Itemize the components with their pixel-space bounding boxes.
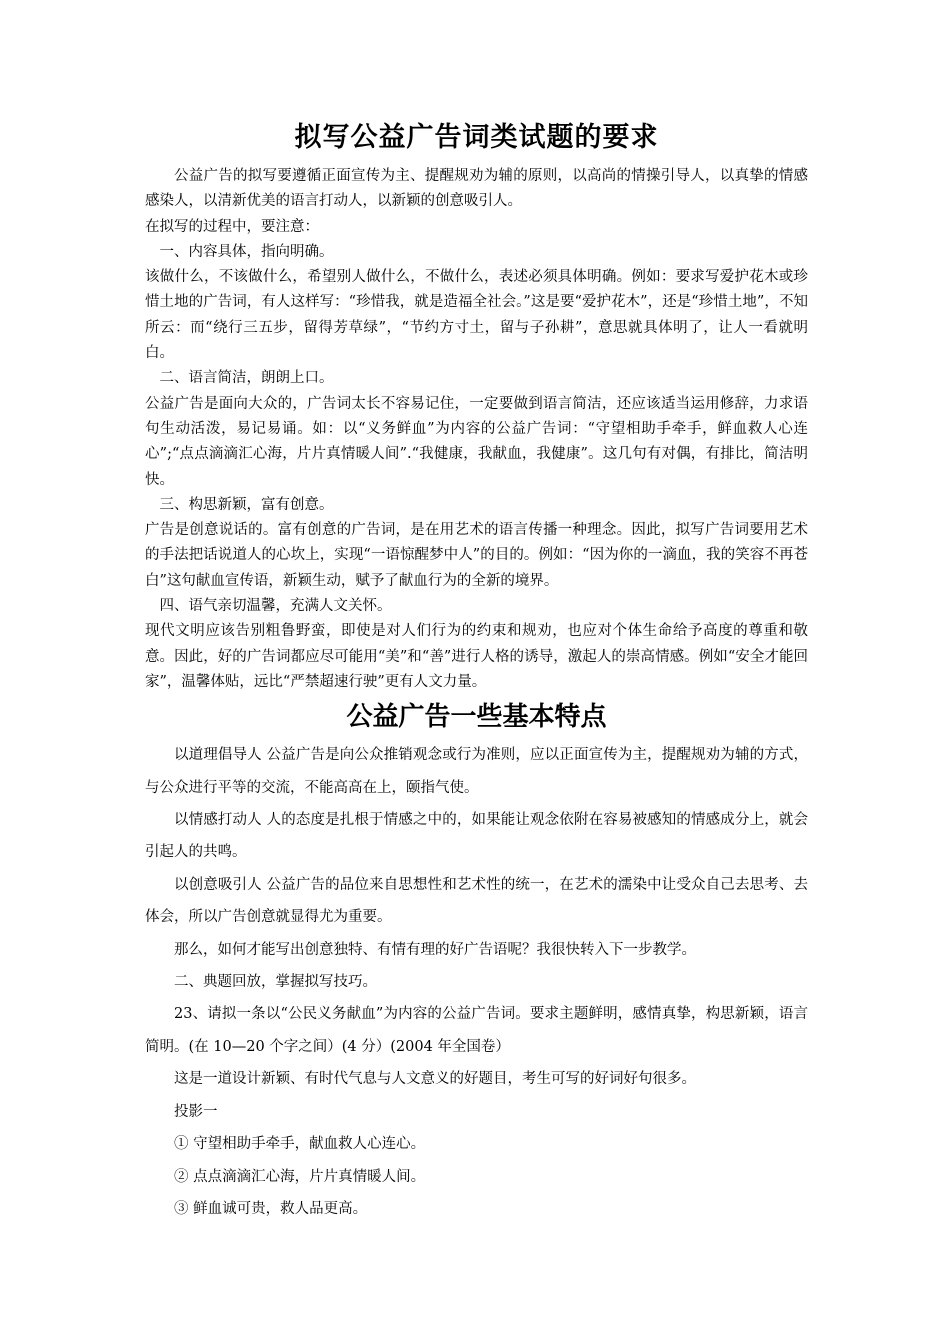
feature-paragraph-1: 以道理倡导人 公益广告是向公众推销观念或行为准则，应以正面宣传为主，提醒规劝为辅的方式，与公众进行平等的交流，不能高高在上，颐指气使。 (145, 747, 808, 796)
projection-label: 投影一 (174, 1103, 218, 1120)
document-page (145, 118, 808, 1225)
section-title: 公益广告一些基本特点 (346, 702, 607, 733)
features-section (145, 739, 808, 1225)
feature-paragraph-2: 以情感打动人 人的态度是扎根于情感之中的，如果能让观念依附在容易被感知的情感成分上，就会引起人的共鸣。 (145, 812, 808, 861)
intro-paragraph: 公益广告的拟写要遵循正面宣传为主、提醒规劝为辅的原则，以高尚的情操引导人，以真挚的情感感染人，以清新优美的语言打动人，以新颖的创意吸引人。 (145, 168, 808, 210)
paragraph-point-1: 该做什么，不该做什么，希望别人做什么，不做什么，表述必须具体明确。例如：要求写爱护花木或珍惜土地的广告词，有人这样写：“珍惜我，就是造福全社会。”这是要“爱护花木”，还是“珍惜土地”，不知所云：而“绕行三五步，留得芳草绿”，“节约方寸土，留与子孙耕”，意思就具体明了，让人一看就明白。 (145, 269, 808, 362)
requirements-section (145, 164, 808, 695)
question-comment: 这是一道设计新颖、有时代气息与人文意义的好题目，考生可写的好词好句很多。 (174, 1071, 696, 1088)
transition-paragraph: 那么，如何才能写出创意独特、有情有理的好广告语呢？我很快转入下一步教学。 (174, 941, 696, 958)
note-line: 在拟写的过程中，要注意： (145, 218, 319, 235)
subheading-review: 二、典题回放，掌握拟写技巧。 (174, 974, 377, 991)
heading-point-1: 一、内容具体，指向明确。 (159, 243, 334, 260)
heading-point-2: 二、语言简洁，朗朗上口。 (159, 370, 334, 387)
heading-point-3: 三、构思新颖，富有创意。 (159, 496, 334, 513)
paragraph-point-2: 公益广告是面向大众的，广告词太长不容易记住，一定要做到语言简洁，还应该适当运用修辞，力求语句生动活泼，易记易诵。如：以“义务鲜血”为内容的公益广告词：“守望相助手牵手，鲜血救人心连心”;“点点滴滴汇心海，片片真情暖人间”.“我健康，我献血，我健康”。这几句有对偶，有排比，简洁明快。 (145, 395, 808, 488)
main-title: 拟写公益广告词类试题的要求 (294, 122, 659, 153)
list-item: ③ 鲜血诚可贵，救人品更高。 (174, 1200, 368, 1217)
exam-question: 23、请拟一条以“公民义务献血”为内容的公益广告词。要求主题鲜明，感情真挚，构思新颖，语言简明。(在 10—20 个字之间）(4 分）(2004 年全国卷） (145, 1006, 808, 1055)
heading-point-4: 四、语气亲切温馨，充满人文关怀。 (159, 598, 392, 615)
list-item: ① 守望相助手牵手，献血救人心连心。 (174, 1136, 426, 1153)
list-item: ② 点点滴滴汇心海，片片真情暖人间。 (174, 1168, 426, 1185)
paragraph-point-3: 广告是创意说话的。富有创意的广告词，是在用艺术的语言传播一种理念。因此，拟写广告词要用艺术的手法把话说道人的心坎上，实现“一语惊醒梦中人”的目的。例如：“因为你的一滴血，我的笑容不再苍白”这句献血宣传语，新颖生动，赋予了献血行为的全新的境界。 (145, 522, 808, 589)
feature-paragraph-3: 以创意吸引人 公益广告的品位来自思想性和艺术性的统一，在艺术的濡染中让受众自己去思考、去体会，所以广告创意就显得尤为重要。 (145, 876, 808, 926)
paragraph-point-4: 现代文明应该告别粗鲁野蛮，即使是对人们行为的约束和规劝，也应对个体生命给予高度的尊重和敬意。因此，好的广告词都应尽可能用“美”和“善”进行人格的诱导，激起人的崇高情感。例如“安全才能回家”，温馨体贴，远比“严禁超速行驶”更有人文力量。 (145, 623, 808, 690)
